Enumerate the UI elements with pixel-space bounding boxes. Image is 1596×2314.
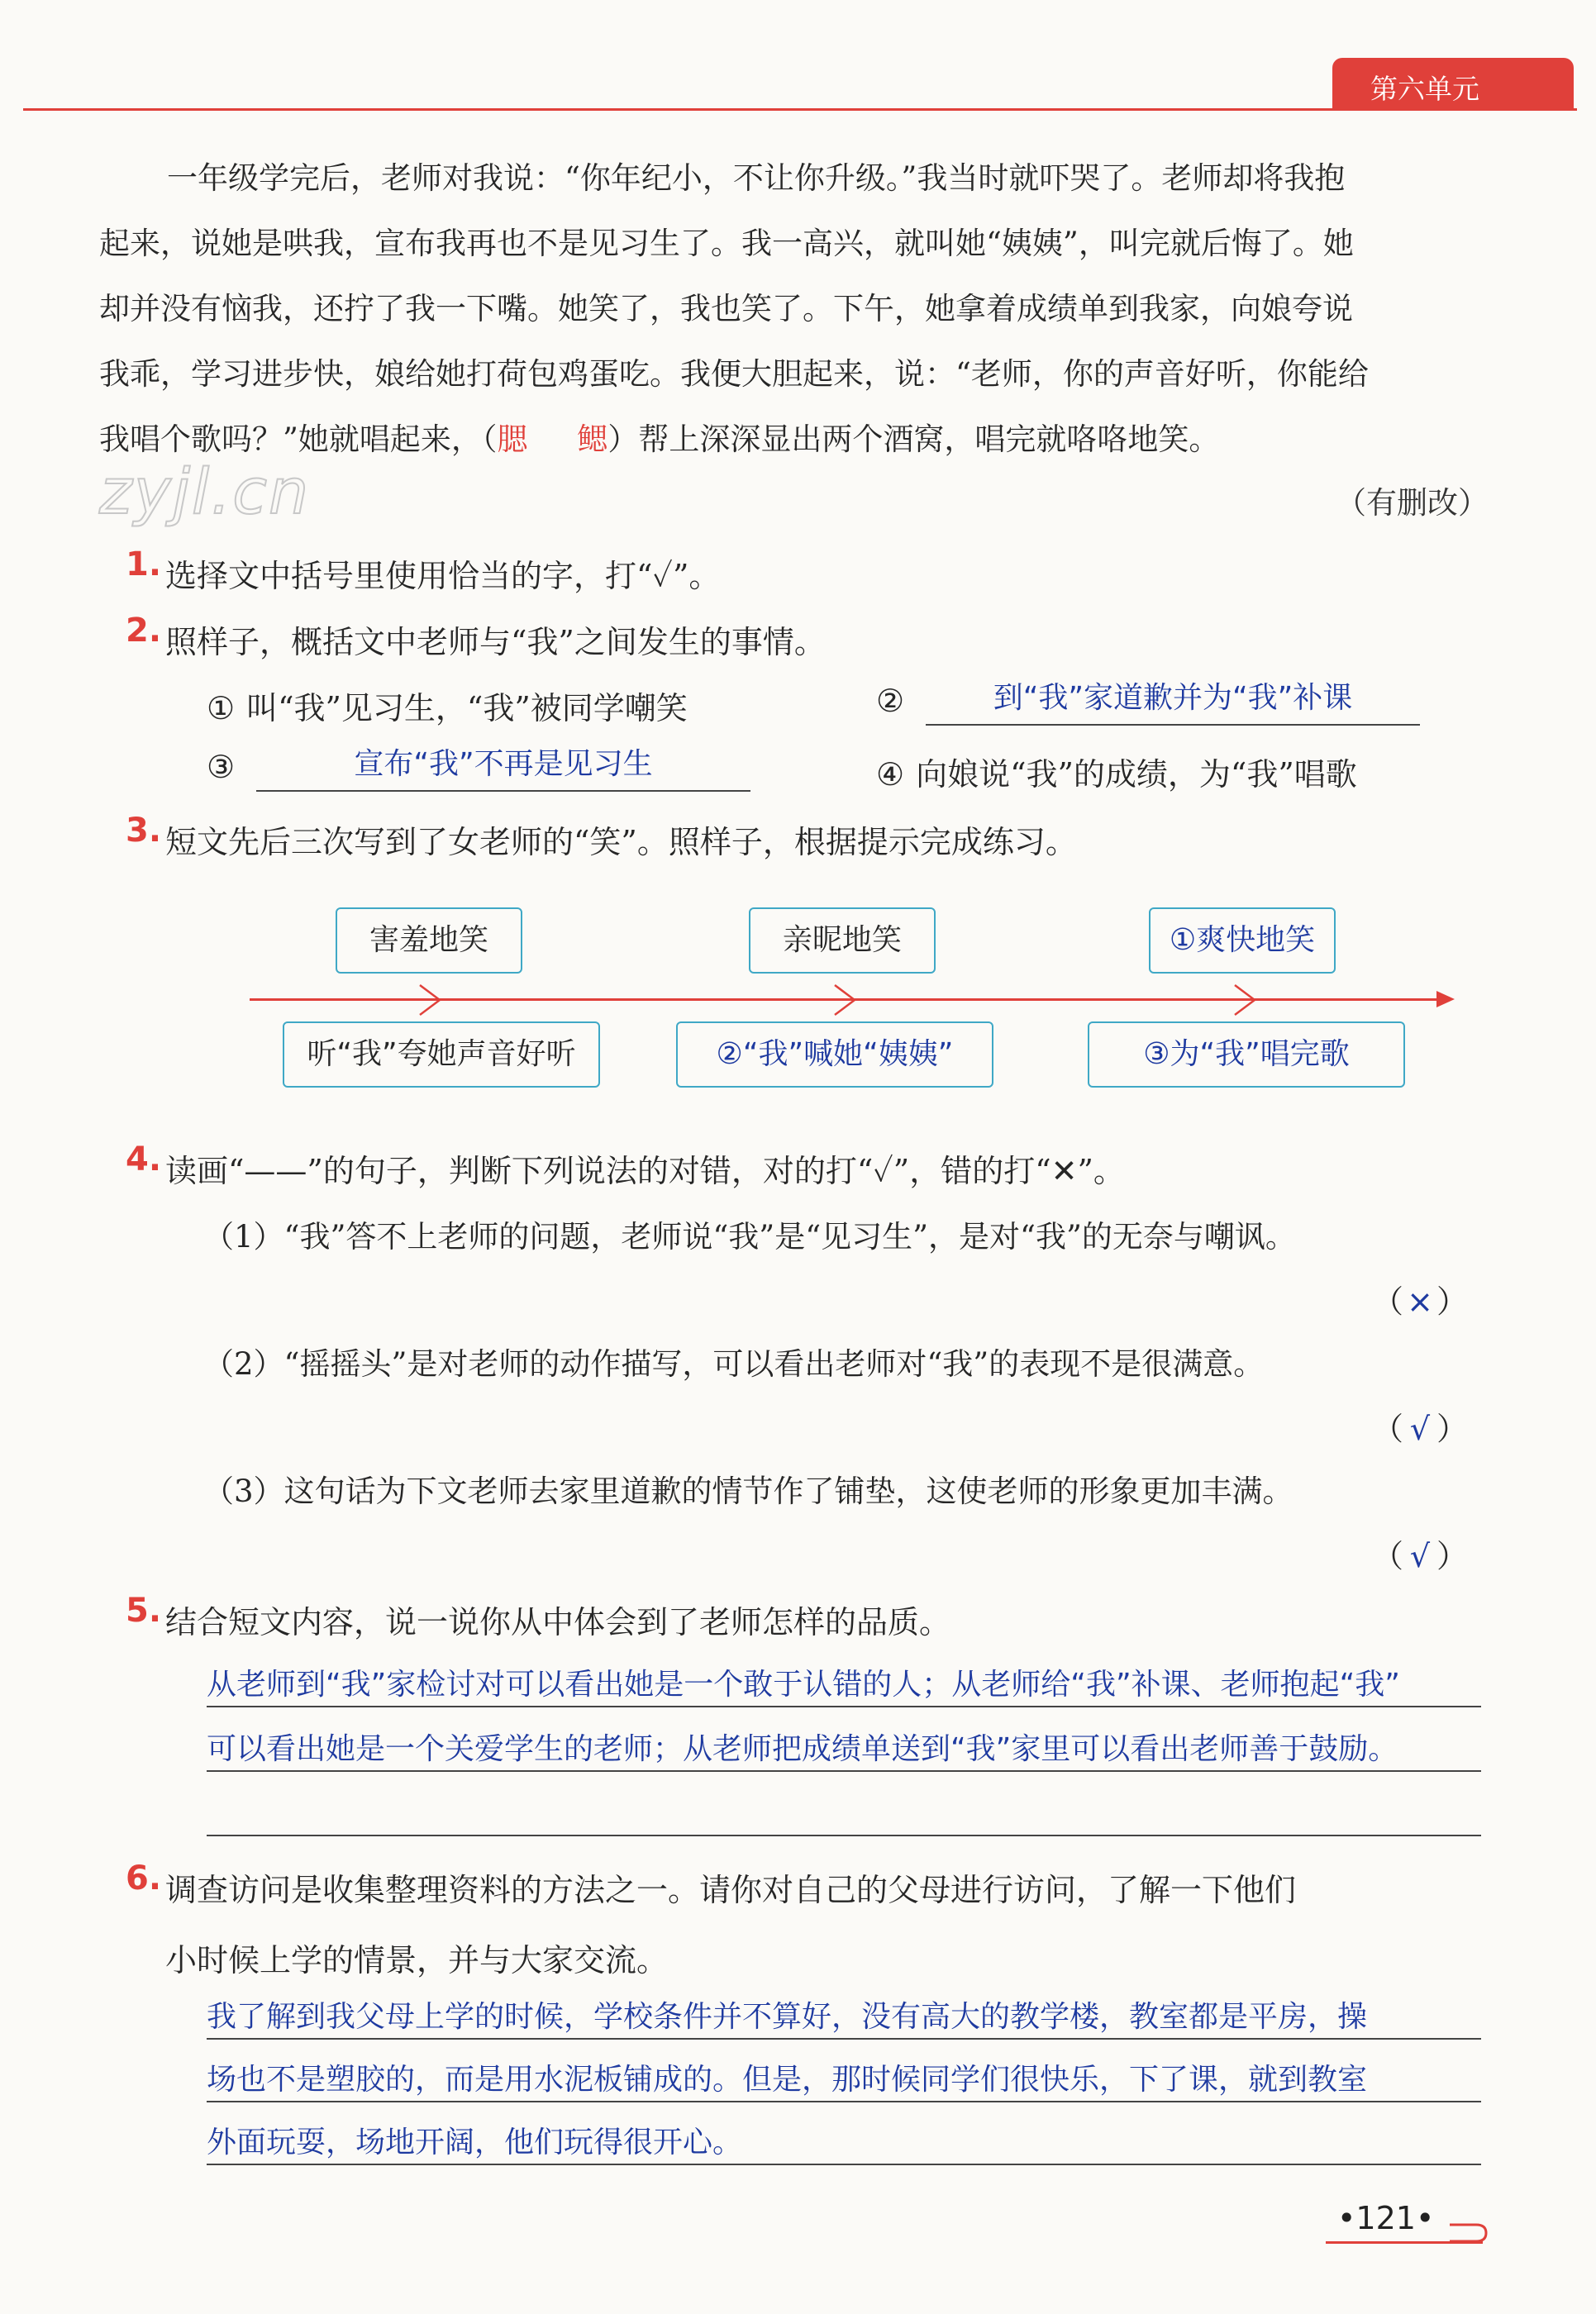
timeline-chevrons [0,975,1596,1025]
answer-rule [207,2164,1481,2165]
q2-item-3-answer[interactable]: 宣布“我”不再是见习生 [256,740,750,792]
question-number: 4. [126,1140,162,1178]
smile-box-3-answer[interactable]: ①爽快地笑 [1149,907,1336,974]
q6-answer-line-1[interactable]: 我了解到我父母上学的时候，学校条件并不算好，没有高大的教学楼，教室都是平房，操 [207,2000,1368,2034]
chevron-right-icon [420,985,440,1015]
answer-rule [207,1835,1481,1836]
smile-box-2: 亲昵地笑 [749,907,936,974]
answer-rule [207,1770,1481,1772]
q4-item-2-mark: √ [1409,1411,1431,1447]
passage [99,145,1488,472]
chevron-right-icon [1235,985,1255,1015]
page-curl-icon [1448,2215,1489,2248]
question-2 [126,612,826,662]
cause-box-2-answer[interactable]: ②“我”喊她“姨姨” [676,1021,993,1088]
q4-item-1: （1）“我”答不上老师的问题，老师说“我”是“见习生”，是对“我”的无奈与嘲讽。 [203,1219,1296,1255]
smile-box-1: 害羞地笑 [336,907,522,974]
answer-rule [207,2038,1481,2040]
answer-rule [207,1706,1481,1707]
question-5 [126,1592,951,1642]
question-text: 结合短文内容，说一说你从中体会到了老师怎样的品质。 [165,1604,951,1640]
question-3 [126,812,1077,862]
q2-item-1: ① 叫“我”见习生，“我”被同学嘲笑 [207,690,688,726]
question-number: 2. [126,612,162,650]
passage-line-3: 却并没有恼我，还拧了我一下嘴。她笑了，我也笑了。下午，她拿着成绩单到我家，向娘夸说 [99,291,1353,326]
page-number: •121• [1337,2200,1435,2236]
source-note: （有删改） [1336,485,1489,521]
chevron-right-icon [835,985,855,1015]
passage-line-5: 我唱个歌吗？”她就唱起来，（腮 鳃）帮上深深显出两个酒窝，唱完就咯咯地笑。 [99,421,1220,457]
question-text: 读画“——”的句子，判断下列说法的对错，对的打“✓”，错的打“✕”。 [165,1153,1125,1189]
q2-item-2-answer[interactable]: 到“我”家道歉并为“我”补课 [926,674,1420,726]
q2-item-4: ④ 向娘说“我”的成绩，为“我”唱歌 [876,756,1357,793]
q4-item-2: （2）“摇摇头”是对老师的动作描写，可以看出老师对“我”的表现不是很满意。 [203,1346,1265,1382]
passage-line-4: 我乖，学习进步快，娘给她打荷包鸡蛋吃。我便大胆起来，说：“老师，你的声音好听，你能给 [99,356,1369,392]
question-4 [126,1140,1125,1191]
q4-item-1-mark: × [1407,1283,1433,1320]
q2-item-3-num: ③ [207,749,236,785]
q4-item-2-paren[interactable]: （ √ ） [1372,1411,1469,1447]
question-number: 3. [126,812,162,850]
q5-answer-line-2[interactable]: 可以看出她是一个关爱学生的老师；从老师把成绩单送到“我”家里可以看出老师善于鼓励。 [207,1732,1398,1766]
question-number: 1. [126,545,162,583]
q6-answer-line-3[interactable]: 外面玩耍，场地开阔，他们玩得很开心。 [207,2126,743,2159]
option-sai-cheek[interactable]: 腮 [497,421,528,457]
question-text: 选择文中括号里使用恰当的字，打“✓”。 [165,558,721,594]
q6-answer-line-2[interactable]: 场也不是塑胶的，而是用水泥板铺成的。但是，那时候同学们很快乐，下了课，就到教室 [207,2063,1368,2097]
question-text-line-1: 调查访问是收集整理资料的方法之一。请你对自己的父母进行访问，了解一下他们 [165,1872,1297,1908]
cause-box-1: 听“我”夸她声音好听 [283,1021,600,1088]
question-1 [126,545,721,596]
q4-item-3: （3）这句话为下文老师去家里道歉的情节作了铺垫，这使老师的形象更加丰满。 [203,1474,1293,1509]
question-6 [126,1859,1488,1980]
passage-line-2: 起来，说她是哄我，宣布我再也不是见习生了。我一高兴，就叫她“姨姨”，叫完就后悔了。她 [99,226,1354,261]
q2-item-2-num: ② [876,683,905,719]
q4-item-3-paren[interactable]: （ √ ） [1372,1538,1469,1574]
watermark: zyjl.cn [99,455,311,528]
option-sai-gill[interactable]: 鳃 [577,421,608,457]
passage-line-1: 一年级学完后，老师对我说：“你年纪小，不让你升级。”我当时就吓哭了。老师却将我抱 [167,160,1346,196]
cause-box-3-answer[interactable]: ③为“我”唱完歌 [1088,1021,1405,1088]
unit-tab-label: 第六单元 [1370,73,1479,105]
question-text: 照样子，概括文中老师与“我”之间发生的事情。 [165,624,826,660]
q5-answer-line-1[interactable]: 从老师到“我”家检讨对可以看出她是一个敢于认错的人；从老师给“我”补课、老师抱起“我” [207,1668,1400,1702]
header-rule [23,108,1577,111]
unit-tab [1332,58,1574,111]
question-text-line-2: 小时候上学的情景，并与大家交流。 [165,1942,669,1978]
q4-item-3-mark: √ [1409,1538,1431,1574]
question-number: 5. [126,1592,162,1630]
question-text: 短文先后三次写到了女老师的“笑”。照样子，根据提示完成练习。 [165,824,1077,860]
q4-item-1-paren[interactable]: （ × ） [1372,1283,1469,1320]
question-number: 6. [126,1859,162,1897]
answer-rule [207,2101,1481,2102]
